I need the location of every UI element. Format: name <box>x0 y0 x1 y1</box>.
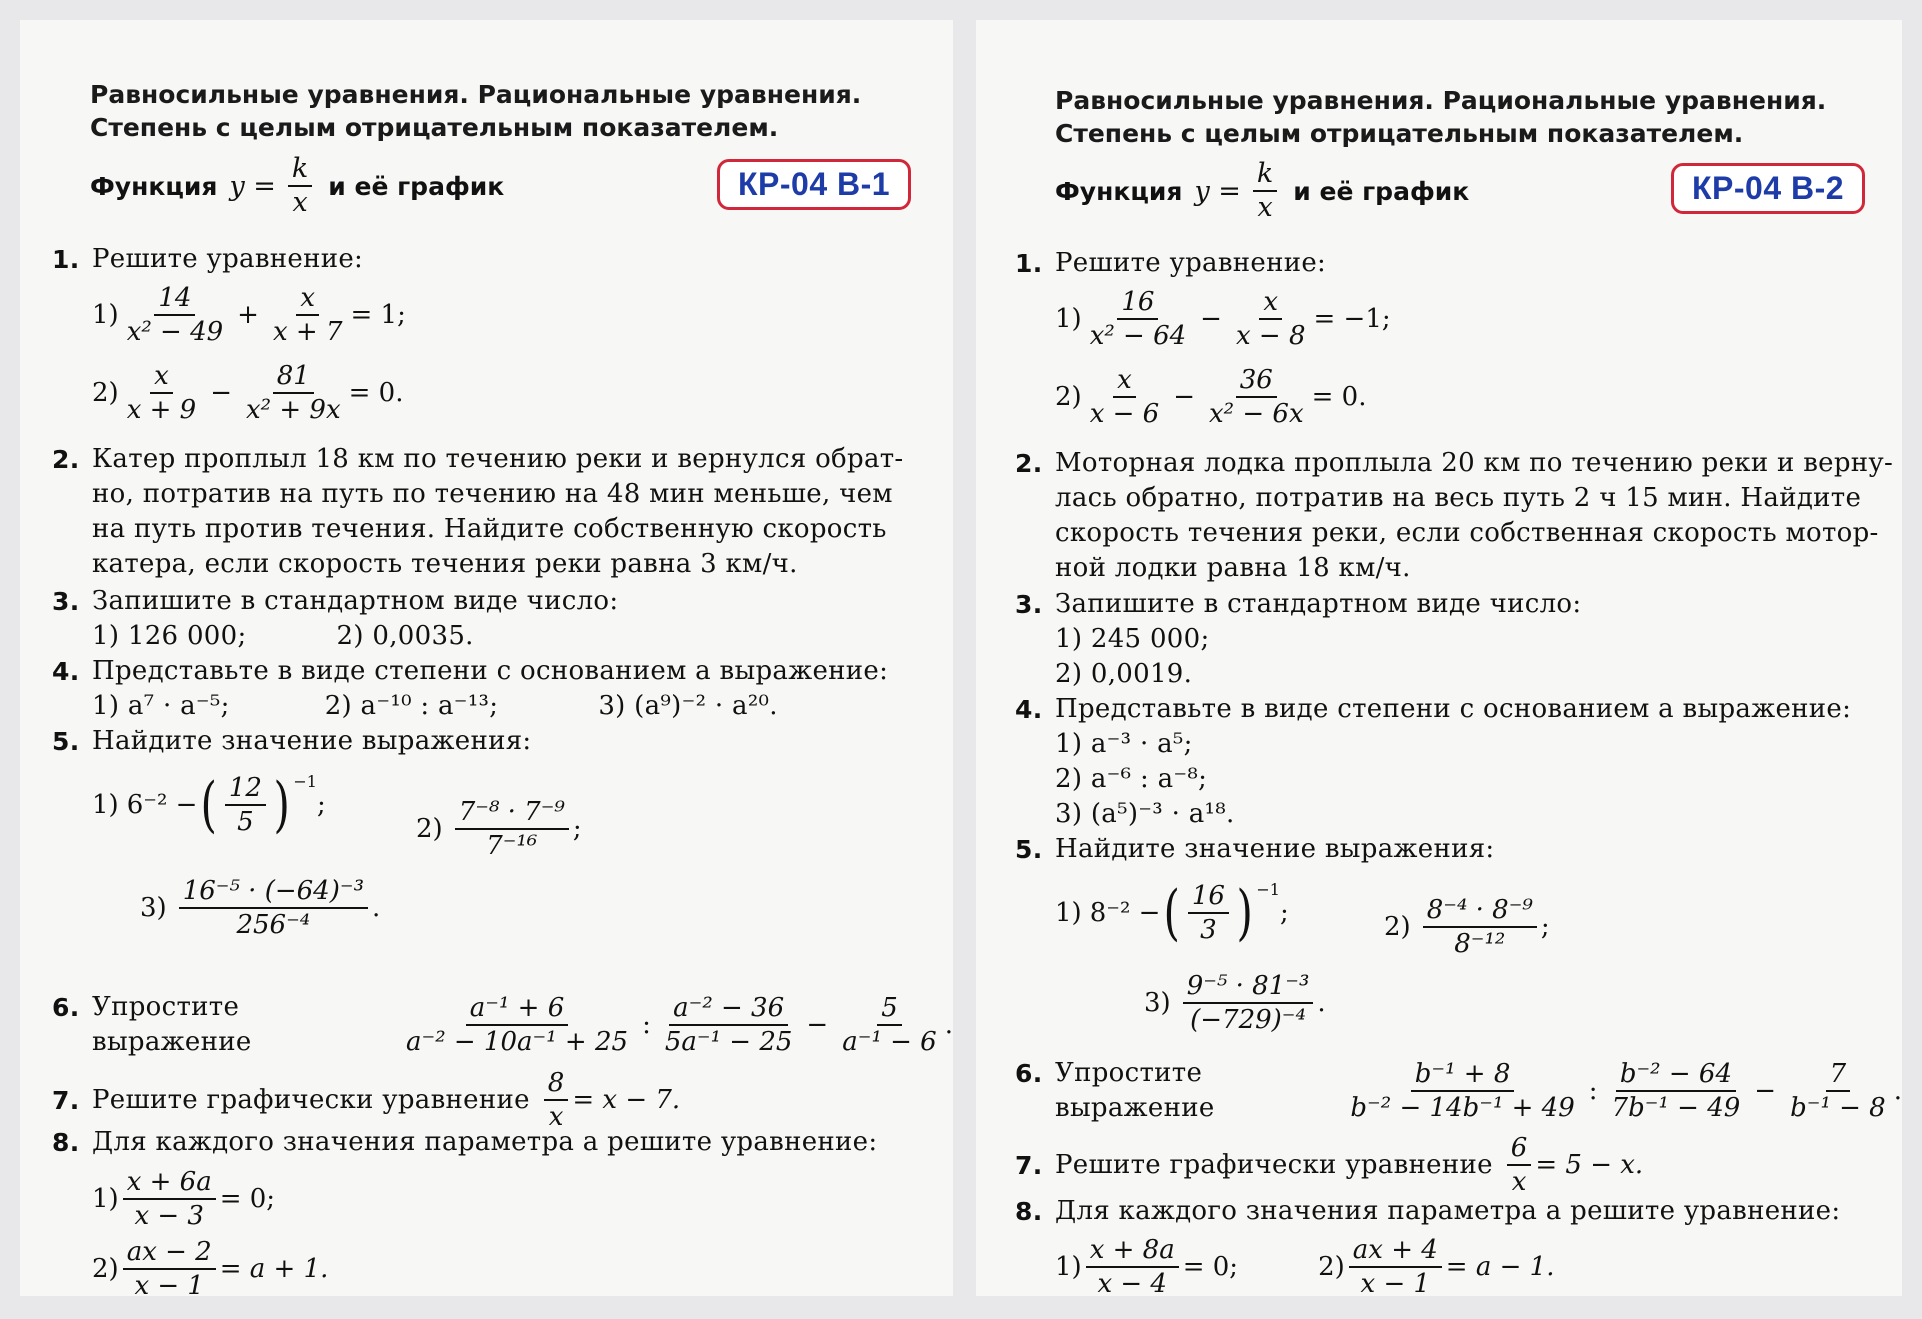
end-punct: . <box>1893 1076 1902 1106</box>
rhs: = 1; <box>350 300 406 330</box>
item-3: 3) (a⁹)⁻² · a²⁰. <box>598 691 778 721</box>
item-1: 1) 245 000; <box>1055 624 1210 654</box>
fraction <box>1507 1132 1532 1198</box>
task-1-equation-1 <box>92 282 406 348</box>
denominator: 7b⁻¹ − 49 <box>1611 1093 1741 1123</box>
task-4 <box>52 654 889 724</box>
fraction <box>242 360 345 426</box>
task-text: Запишите в стандартном виде число: <box>92 586 619 616</box>
item-label: 2) <box>1055 382 1082 412</box>
task-number: 8. <box>52 1128 80 1157</box>
task-number: 6. <box>1015 1059 1043 1088</box>
numerator: 5 <box>877 992 902 1026</box>
denominator: x <box>1511 1167 1527 1197</box>
task-number: 3. <box>52 587 80 616</box>
task-text-line: на путь против течения. Найдите собственную скорость <box>92 514 887 544</box>
fraction <box>1346 1058 1578 1124</box>
task-text: Для каждого значения параметра a решите уравнение: <box>92 1127 878 1157</box>
task-text: Найдите значение выражения: <box>92 726 532 756</box>
numerator: x <box>296 282 319 316</box>
fraction <box>455 796 569 862</box>
formula-x: x <box>292 187 308 218</box>
denominator: x² − 64 <box>1089 321 1187 351</box>
end-punct: ; <box>1279 898 1289 928</box>
function-title <box>1055 158 1469 224</box>
task-text-line: катера, если скорость течения реки равна 3 км/ч. <box>92 549 798 579</box>
end-punct: ; <box>572 814 582 844</box>
function-prefix: Функция <box>1055 176 1183 206</box>
fraction <box>1183 970 1314 1036</box>
fraction <box>1786 1058 1890 1124</box>
exponent: −1 <box>293 772 317 791</box>
denominator: x² + 9x <box>246 395 341 425</box>
item-label: 1) <box>1055 898 1082 928</box>
numerator: ax + 4 <box>1349 1234 1442 1268</box>
denominator: x − 3 <box>134 1201 204 1231</box>
fraction <box>661 992 797 1058</box>
item-label: 1) <box>92 790 119 820</box>
rhs: = a − 1. <box>1445 1252 1555 1282</box>
rhs: = x − 7. <box>572 1085 681 1115</box>
task-number: 4. <box>52 657 80 686</box>
task-6-head <box>52 990 385 1060</box>
rhs: = 0. <box>348 378 404 408</box>
fraction <box>123 360 201 426</box>
rhs: = a + 1. <box>219 1254 329 1284</box>
numerator: 36 <box>1236 364 1277 398</box>
operator: + <box>237 300 259 330</box>
task-3 <box>52 584 619 654</box>
item-2: 2) 0,0019. <box>1055 659 1193 689</box>
item-label: 1) <box>92 300 119 330</box>
item-label: 2) <box>92 378 119 408</box>
end-punct: . <box>944 1010 953 1040</box>
rhs: = −1; <box>1313 304 1391 334</box>
task-6 <box>1015 1056 1902 1126</box>
task-text: Упростите выражение <box>1055 1058 1215 1123</box>
operator: − <box>1200 304 1222 334</box>
numerator: 8 <box>544 1067 569 1101</box>
formula-k: k <box>288 153 312 187</box>
numerator: 7 <box>1826 1058 1851 1092</box>
fraction <box>269 282 347 348</box>
item-label: 3) <box>140 893 167 923</box>
operator: − <box>210 378 233 408</box>
task-1-equation-1 <box>1055 286 1391 352</box>
task-text: Запишите в стандартном виде число: <box>1055 589 1582 619</box>
task-text: Решите уравнение: <box>1055 248 1327 278</box>
numerator: 8⁻⁴ · 8⁻⁹ <box>1423 894 1537 928</box>
task-number: 3. <box>1015 590 1043 619</box>
item-label: 1) <box>1055 304 1082 334</box>
task-5-item-1 <box>92 772 326 838</box>
item-label: 2) <box>92 1254 119 1284</box>
formula-fraction <box>288 153 312 219</box>
item-label: 3) <box>1144 988 1171 1018</box>
fraction <box>1086 1234 1179 1296</box>
task-text-line: Моторная лодка проплыла 20 км по течению реки и верну- <box>1055 448 1894 478</box>
item-label: 2) <box>1318 1252 1345 1282</box>
item-2: 2) a⁻⁶ : a⁻⁸; <box>1055 764 1208 794</box>
task-7 <box>52 1067 681 1133</box>
denominator: x² − 6x <box>1209 399 1304 429</box>
task-number: 2. <box>1015 449 1043 478</box>
formula-y: y = <box>1194 175 1241 207</box>
fraction <box>179 875 368 941</box>
denominator: a⁻² − 10a⁻¹ + 25 <box>405 1027 629 1057</box>
rhs: = 0; <box>219 1184 276 1214</box>
task-5-item-3 <box>1144 970 1326 1036</box>
item-label: 2) <box>416 814 443 844</box>
base: 8⁻² − <box>1089 898 1161 928</box>
denominator: (−729)⁻⁴ <box>1190 1005 1306 1035</box>
fraction <box>1086 286 1190 352</box>
heading-line-2: Степень с целым отрицательным показателем. <box>90 113 779 142</box>
operator: : <box>642 1010 651 1040</box>
denominator: x − 4 <box>1097 1269 1167 1296</box>
task-text: Представьте в виде степени с основанием a выражение: <box>1055 694 1852 724</box>
task-4 <box>1015 692 1852 832</box>
task-text-line: лась обратно, потратив на весь путь 2 ч 15 мин. Найдите <box>1055 483 1862 513</box>
task-7-head <box>1015 1148 1493 1183</box>
task-8-equations <box>1055 1234 1554 1296</box>
fraction <box>838 992 941 1058</box>
heading-line-2: Степень с целым отрицательным показателем. <box>1055 119 1744 148</box>
task-8-equation-1 <box>92 1166 275 1232</box>
task-number: 1. <box>52 245 80 274</box>
function-formula <box>229 153 316 219</box>
task-text: Представьте в виде степени с основанием a выражение: <box>92 656 889 686</box>
denominator: x <box>548 1102 564 1132</box>
fraction <box>1349 1234 1442 1296</box>
task-5 <box>1015 832 1495 867</box>
task-number: 7. <box>52 1085 80 1115</box>
task-8 <box>1015 1194 1841 1229</box>
fraction <box>123 1166 216 1232</box>
denominator: a⁻¹ − 6 <box>842 1027 937 1057</box>
numerator: 6 <box>1507 1132 1532 1166</box>
denominator: 5 <box>237 807 254 837</box>
denominator: 3 <box>1200 915 1217 945</box>
numerator: 16 <box>1188 880 1229 914</box>
item-2: 2) a⁻¹⁰ : a⁻¹³; <box>324 691 499 721</box>
fraction <box>1188 880 1229 946</box>
task-text: Упростите выражение <box>92 992 252 1057</box>
item-3: 3) (a⁵)⁻³ · a¹⁸. <box>1055 799 1235 829</box>
fraction <box>1608 1058 1745 1124</box>
formula-y: y = <box>229 170 276 202</box>
task-1-equation-2 <box>1055 364 1366 430</box>
numerator: ax − 2 <box>123 1236 216 1270</box>
numerator: 9⁻⁵ · 81⁻³ <box>1183 970 1314 1004</box>
end-punct: ; <box>1540 912 1550 942</box>
end-punct: . <box>1317 988 1326 1018</box>
task-number: 4. <box>1015 695 1043 724</box>
formula-x: x <box>1257 192 1273 223</box>
task-1-equation-2 <box>92 360 403 426</box>
numerator: 14 <box>154 282 195 316</box>
denominator: x − 6 <box>1089 399 1160 429</box>
numerator: x <box>1113 364 1136 398</box>
numerator: 16⁻⁵ · (−64)⁻³ <box>179 875 368 909</box>
item-label: 1) <box>92 1184 119 1214</box>
heading-line-1: Равносильные уравнения. Рациональные уравнения. <box>90 80 862 109</box>
fraction <box>1232 286 1310 352</box>
task-text-line: но, потратив на путь по течению на 48 мин меньше, чем <box>92 479 893 509</box>
worksheet-variant-2 <box>976 20 1902 1296</box>
task-7 <box>1015 1132 1644 1198</box>
task-2 <box>1015 446 1895 586</box>
item-1: 1) a⁷ · a⁻⁵; <box>92 691 230 721</box>
task-1 <box>1015 246 1327 281</box>
denominator: x − 1 <box>1360 1269 1431 1296</box>
item-1: 1) 126 000; <box>92 621 247 651</box>
operator: − <box>806 1010 829 1040</box>
fraction <box>544 1067 569 1133</box>
task-5-item-1 <box>1055 880 1289 946</box>
task-number: 7. <box>1015 1150 1043 1180</box>
denominator: x + 9 <box>126 395 197 425</box>
task-text: Найдите значение выражения: <box>1055 834 1495 864</box>
denominator: b⁻¹ − 8 <box>1790 1093 1886 1123</box>
function-suffix: и её график <box>1293 176 1470 206</box>
task-text: Решите графически уравнение <box>1055 1149 1493 1180</box>
fraction <box>1205 364 1308 430</box>
task-8 <box>52 1125 878 1160</box>
denominator: x − 1 <box>134 1271 204 1296</box>
task-6-head <box>1015 1056 1335 1126</box>
denominator: x² − 49 <box>126 317 224 347</box>
task-number: 2. <box>52 445 80 474</box>
left-paren: ( <box>200 770 218 840</box>
operator: − <box>1173 382 1196 412</box>
numerator: x <box>1259 286 1282 320</box>
task-5-item-2 <box>1384 894 1550 960</box>
task-text: Решите уравнение: <box>92 244 364 274</box>
end-punct: ; <box>316 790 326 820</box>
rhs: = 0; <box>1182 1252 1239 1282</box>
item-2: 2) 0,0035. <box>336 621 474 651</box>
item-label: 2) <box>1384 912 1411 942</box>
rhs: = 0. <box>1311 382 1367 412</box>
denominator: 8⁻¹² <box>1454 929 1506 959</box>
numerator: 12 <box>225 772 266 806</box>
operator: : <box>1588 1076 1598 1106</box>
fraction <box>123 1236 216 1296</box>
task-5-item-2 <box>416 796 582 862</box>
denominator: x + 7 <box>272 317 343 347</box>
function-formula <box>1194 158 1281 224</box>
task-8-equation-2 <box>92 1236 328 1296</box>
denominator: x − 8 <box>1235 321 1306 351</box>
task-6 <box>52 990 953 1060</box>
task-1 <box>52 242 364 277</box>
worksheet-variant-1 <box>20 20 953 1296</box>
variant-badge: КР-04 В-1 <box>717 159 911 210</box>
base: 6⁻² − <box>126 790 198 820</box>
exponent: −1 <box>1256 880 1280 899</box>
task-number: 6. <box>52 993 80 1022</box>
variant-badge: КР-04 В-2 <box>1671 163 1865 214</box>
task-5-item-3 <box>140 875 380 941</box>
fraction <box>402 992 632 1058</box>
fraction <box>123 282 227 348</box>
numerator: 16 <box>1117 286 1158 320</box>
numerator: a⁻² − 36 <box>669 992 788 1026</box>
task-2 <box>52 442 940 582</box>
left-paren: ( <box>1163 878 1181 948</box>
task-5 <box>52 724 532 759</box>
formula-k: k <box>1253 158 1277 192</box>
item-label: 1) <box>1055 1252 1082 1282</box>
right-paren: ) <box>273 770 290 840</box>
fraction <box>1086 364 1164 430</box>
task-number: 8. <box>1015 1197 1043 1226</box>
function-prefix: Функция <box>90 171 218 201</box>
numerator: 81 <box>273 360 314 394</box>
fraction <box>1423 894 1537 960</box>
denominator: 7⁻¹⁶ <box>486 831 538 861</box>
operator: − <box>1754 1076 1777 1106</box>
task-7-head <box>52 1083 530 1118</box>
task-text: Решите графически уравнение <box>92 1084 530 1115</box>
numerator: x + 6a <box>123 1166 216 1200</box>
task-text: Для каждого значения параметра a решите уравнение: <box>1055 1196 1841 1226</box>
formula-fraction <box>1253 158 1277 224</box>
fraction <box>225 772 266 838</box>
numerator: a⁻¹ + 6 <box>466 992 569 1026</box>
task-text-line: скорость течения реки, если собственная скорость мотор- <box>1055 518 1879 548</box>
numerator: 7⁻⁸ · 7⁻⁹ <box>455 796 569 830</box>
numerator: b⁻² − 64 <box>1616 1058 1736 1092</box>
numerator: x <box>150 360 173 394</box>
item-1: 1) a⁻³ · a⁵; <box>1055 729 1193 759</box>
rhs: = 5 − x. <box>1535 1150 1644 1180</box>
denominator: 5a⁻¹ − 25 <box>664 1027 793 1057</box>
end-punct: . <box>372 893 381 923</box>
numerator: x + 8a <box>1086 1234 1179 1268</box>
right-paren: ) <box>1236 878 1253 948</box>
heading-line-1: Равносильные уравнения. Рациональные уравнения. <box>1055 86 1827 115</box>
numerator: b⁻¹ + 8 <box>1411 1058 1515 1092</box>
task-text-line: ной лодки равна 18 км/ч. <box>1055 553 1411 583</box>
task-text-line: Катер проплыл 18 км по течению реки и вернулся обрат- <box>92 444 904 474</box>
function-suffix: и её график <box>328 171 505 201</box>
task-3 <box>1015 587 1582 692</box>
task-number: 5. <box>1015 835 1043 864</box>
task-number: 1. <box>1015 249 1043 278</box>
denominator: b⁻² − 14b⁻¹ + 49 <box>1350 1093 1575 1123</box>
task-number: 5. <box>52 727 80 756</box>
function-title <box>90 153 504 219</box>
denominator: 256⁻⁴ <box>236 910 311 940</box>
